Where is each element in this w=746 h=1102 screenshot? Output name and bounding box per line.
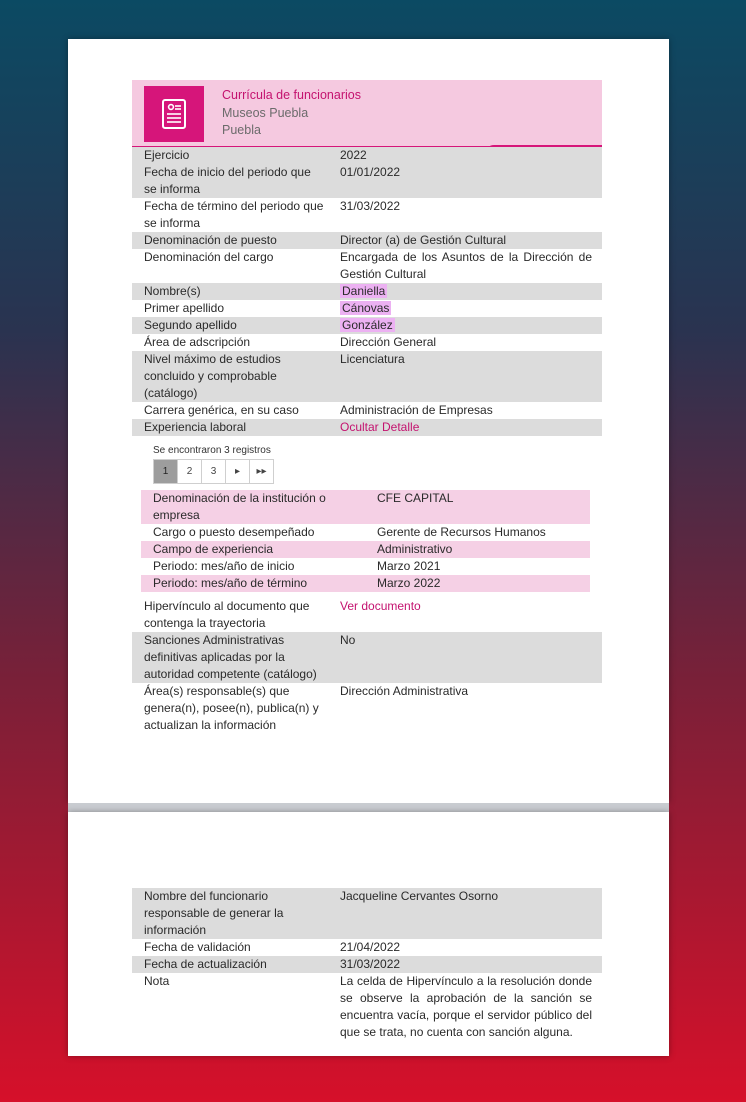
field-value: Encargada de los Asuntos de la Dirección de Gestión Cultural	[340, 250, 592, 281]
document-list-icon	[144, 86, 204, 142]
field-label: Fecha de término del periodo que se informa	[144, 199, 324, 230]
table-row	[132, 283, 602, 300]
highlighted-value: Daniella	[342, 284, 386, 298]
field-label: Fecha de inicio del periodo que se informa	[144, 165, 311, 196]
field-value: Marzo 2021	[377, 559, 441, 573]
table-row	[132, 683, 602, 734]
highlighted-value: González	[342, 318, 393, 332]
experience-row	[141, 490, 590, 524]
pagination	[153, 459, 273, 484]
field-label: Denominación de la institución o empresa	[153, 491, 326, 522]
table-row	[132, 888, 602, 939]
field-value: 2022	[340, 148, 367, 162]
field-value: 21/04/2022	[340, 940, 401, 954]
table-row	[132, 402, 602, 419]
field-label: Nombre(s)	[144, 284, 201, 298]
field-value: Director (a) de Gestión Cultural	[340, 233, 507, 247]
field-value	[340, 317, 592, 334]
field-value: No	[340, 633, 356, 647]
field-label: Área(s) responsable(s) que genera(n), posee(n), publica(n) y actualizan la información	[144, 684, 319, 732]
field-value: 31/03/2022	[340, 957, 401, 971]
next-page-button[interactable]: ▸	[225, 459, 250, 484]
field-value: 01/01/2022	[340, 165, 401, 179]
table-row	[132, 956, 602, 973]
table-row	[132, 419, 602, 436]
table-row	[132, 232, 602, 249]
experience-row	[141, 558, 590, 575]
field-value: Administrativo	[377, 542, 453, 556]
records-count: Se encontraron 3 registros	[153, 445, 271, 456]
field-label: Hipervínculo al documento que contenga la trayectoria	[144, 599, 310, 630]
field-value	[340, 283, 592, 300]
table-row	[132, 973, 602, 1041]
field-label: Fecha de actualización	[144, 957, 267, 971]
field-label: Cargo o puesto desempeñado	[153, 525, 315, 539]
card-header	[132, 80, 602, 148]
field-label: Nombre del funcionario responsable de generar la información	[144, 889, 284, 937]
field-label: Denominación de puesto	[144, 233, 277, 247]
field-value: Dirección Administrativa	[340, 684, 469, 698]
field-label: Experiencia laboral	[144, 420, 247, 434]
field-label: Área de adscripción	[144, 335, 251, 349]
field-label: Campo de experiencia	[153, 542, 274, 556]
field-value: CFE CAPITAL	[377, 491, 454, 505]
field-value: Dirección General	[340, 335, 437, 349]
field-label: Denominación del cargo	[144, 250, 274, 264]
field-label: Nivel máximo de estudios concluido y comprobable (catálogo)	[144, 352, 281, 400]
table-row	[132, 334, 602, 351]
note-text: La celda de Hipervínculo a la resolución donde se observe la aprobación de la sanción se encuentra vacía, porque el servidor público del que se trata, no cuenta con sanción alguna.	[340, 974, 592, 1039]
page-sheet-1	[68, 39, 669, 803]
table-row	[132, 598, 602, 632]
experience-row	[141, 575, 590, 592]
table-row	[132, 632, 602, 683]
field-label: Sanciones Administrativas definitivas aplicadas por la autoridad competente (catálogo)	[144, 633, 317, 681]
field-label: Nota	[144, 974, 170, 988]
view-document-link[interactable]: Ver documento	[340, 599, 421, 613]
field-value: Marzo 2022	[377, 576, 441, 590]
field-label: Ejercicio	[144, 148, 190, 162]
page-button-3[interactable]: 3	[201, 459, 226, 484]
page-title: Currícula de funcionarios	[222, 88, 361, 102]
field-label: Carrera genérica, en su caso	[144, 403, 299, 417]
page-subtitle-institution: Museos Puebla	[222, 106, 309, 120]
table-row	[132, 147, 602, 164]
page-subtitle-state: Puebla	[222, 123, 261, 137]
hide-detail-link[interactable]: Ocultar Detalle	[340, 420, 420, 434]
field-label: Segundo apellido	[144, 318, 237, 332]
table-row	[132, 198, 602, 232]
field-value: Jacqueline Cervantes Osorno	[340, 889, 499, 903]
page-button-2[interactable]: 2	[177, 459, 202, 484]
field-label: Fecha de validación	[144, 940, 251, 954]
page-button-1[interactable]: 1	[153, 459, 178, 484]
table-row	[132, 939, 602, 956]
table-row	[132, 249, 602, 283]
page-separator	[68, 803, 669, 812]
field-value	[340, 300, 592, 317]
field-value: Licenciatura	[340, 352, 405, 366]
highlighted-value: Cánovas	[342, 301, 390, 315]
last-page-button[interactable]: ▸▸	[249, 459, 274, 484]
experience-row	[141, 524, 590, 541]
table-row	[132, 300, 602, 317]
field-label: Periodo: mes/año de término	[153, 576, 308, 590]
table-row	[132, 164, 602, 198]
table-row	[132, 317, 602, 334]
field-label: Periodo: mes/año de inicio	[153, 559, 295, 573]
field-value: Administración de Empresas	[340, 403, 493, 417]
field-label: Primer apellido	[144, 301, 225, 315]
experience-row	[141, 541, 590, 558]
table-row	[132, 351, 602, 402]
field-value: 31/03/2022	[340, 199, 401, 213]
field-value: Gerente de Recursos Humanos	[377, 525, 546, 539]
page-sheet-2	[68, 812, 669, 1056]
